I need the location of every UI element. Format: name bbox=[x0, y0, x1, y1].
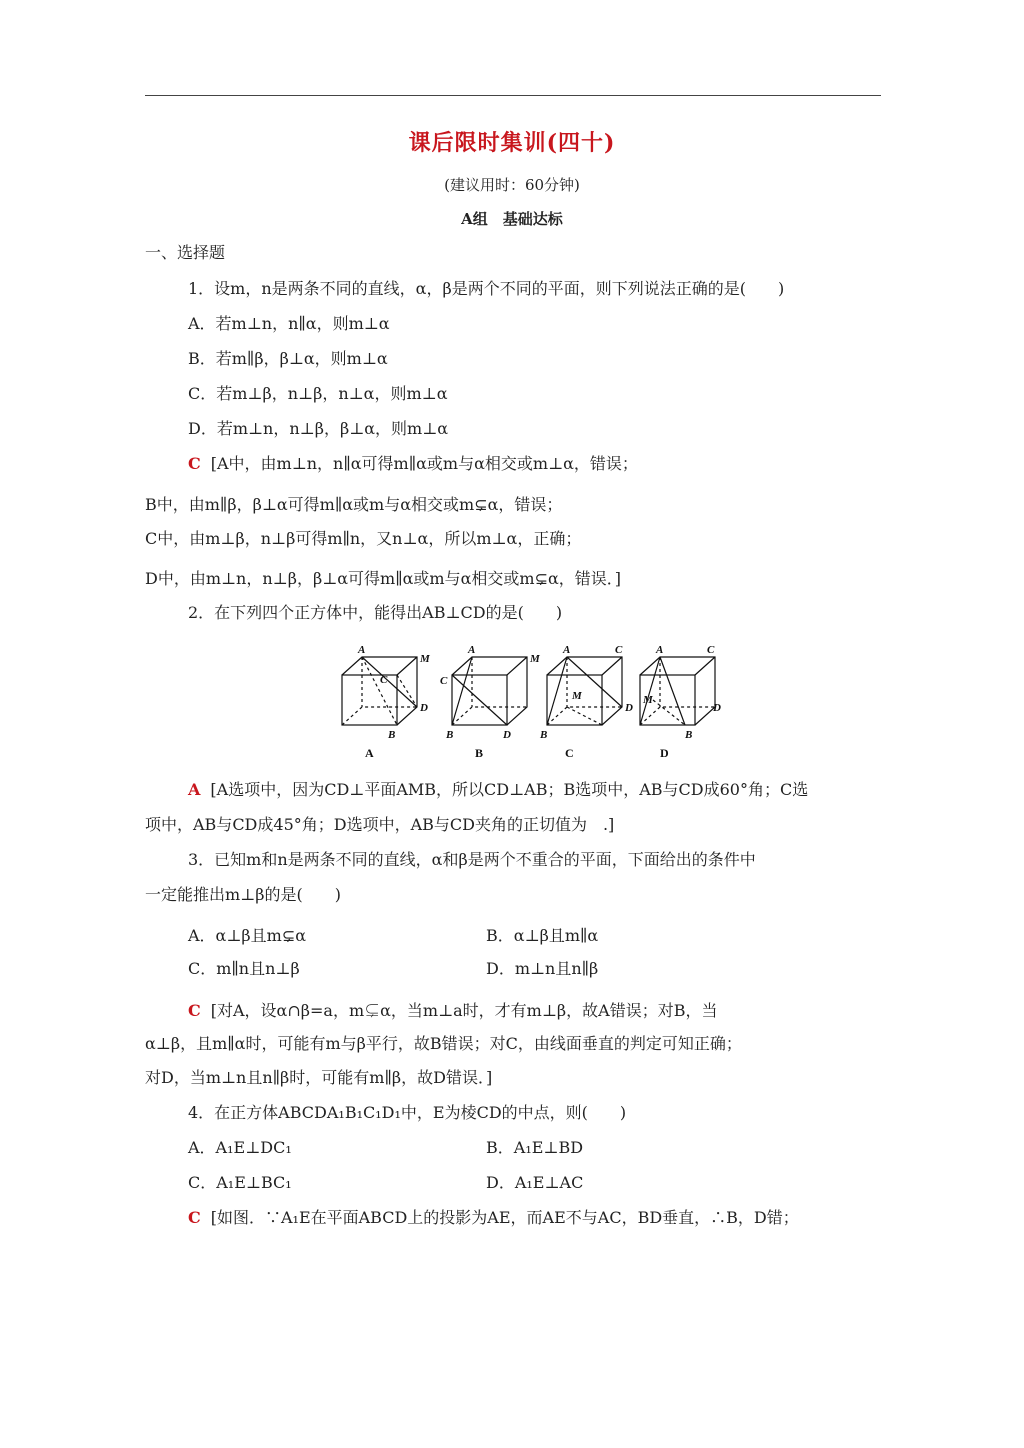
q2-answer-line bbox=[188, 779, 808, 801]
cube-d-label-b: B bbox=[685, 729, 693, 741]
q3-answer: C bbox=[188, 1001, 201, 1020]
q3-stem-2: 一定能推出m⊥β的是( ) bbox=[145, 885, 341, 904]
q2-explanation-1: [A选项中，因为CD⊥平面AMB，所以CD⊥AB；B选项中，AB与CD成60°角；C选 bbox=[210, 780, 809, 799]
q1-option-c: C．若m⊥β，n⊥β，n⊥α，则m⊥α bbox=[188, 384, 448, 403]
q3-option-d: D．m⊥n且n∥β bbox=[486, 959, 599, 978]
q4-answer: C bbox=[188, 1208, 201, 1227]
cube-c-caption: C bbox=[565, 746, 574, 760]
q2-stem: 2．在下列四个正方体中，能得出AB⊥CD的是( ) bbox=[188, 603, 563, 622]
q3-option-b: B．α⊥β且m∥α bbox=[486, 926, 599, 945]
cube-figures bbox=[330, 640, 730, 765]
cube-a-label-a: A bbox=[358, 644, 366, 656]
q1-option-a: A．若m⊥n，n∥α，则m⊥α bbox=[188, 314, 390, 333]
q1-stem: 1．设m，n是两条不同的直线，α，β是两个不同的平面，则下列说法正确的是( ) bbox=[188, 279, 785, 298]
cube-b-label-d: D bbox=[503, 729, 511, 741]
q4-option-c: C．A₁E⊥BC₁ bbox=[188, 1173, 292, 1192]
cube-a-label-b: B bbox=[388, 729, 396, 741]
cube-b-label-m: M bbox=[530, 653, 540, 665]
cube-a-caption: A bbox=[365, 746, 374, 760]
q1-option-d: D．若m⊥n，n⊥β，β⊥α，则m⊥α bbox=[188, 419, 449, 438]
q1-explanation-4: D中，由m⊥n，n⊥β，β⊥α可得m∥α或m与α相交或m⊊α，错误．] bbox=[145, 569, 622, 588]
q3-option-a: A．α⊥β且m⊊α bbox=[188, 926, 307, 945]
q1-explanation-2: B中，由m∥β，β⊥α可得m∥α或m与α相交或m⊊α，错误； bbox=[145, 495, 563, 514]
q4-option-b: B．A₁E⊥BD bbox=[486, 1138, 584, 1157]
q3-option-c: C．m∥n且n⊥β bbox=[188, 959, 300, 978]
page-title: 课后限时集训(四十) bbox=[408, 130, 616, 156]
q3-explanation-1: [对A，设α∩β=a，m⊊α，当m⊥a时，才有m⊥β，故A错误；对B，当 bbox=[210, 1001, 718, 1020]
cube-d-label-c: C bbox=[707, 644, 715, 656]
q1-explanation-1: [A中，由m⊥n，n∥α可得m∥α或m与α相交或m⊥α，错误； bbox=[210, 454, 638, 473]
q1-option-b: B．若m∥β，β⊥α，则m⊥α bbox=[188, 349, 388, 368]
q4-answer-line bbox=[188, 1207, 799, 1229]
cube-d-label-a: A bbox=[656, 644, 664, 656]
section-heading: 一、选择题 bbox=[145, 243, 226, 262]
cube-b-label-a: A bbox=[468, 644, 476, 656]
q4-stem: 4．在正方体ABCDA₁B₁C₁D₁中，E为棱CD的中点，则( ) bbox=[188, 1103, 627, 1122]
cube-c-label-b: B bbox=[540, 729, 548, 741]
suggested-time: (建议用时：60分钟) bbox=[444, 176, 580, 194]
cube-d-caption: D bbox=[660, 746, 669, 760]
q1-explanation-3: C中，由m⊥β，n⊥β可得m∥n，又n⊥α，所以m⊥α，正确； bbox=[145, 529, 582, 548]
q1-answer: C bbox=[188, 454, 201, 473]
cube-a bbox=[342, 644, 431, 760]
cube-a-label-m: M bbox=[420, 653, 430, 665]
q2-answer: A bbox=[188, 780, 201, 799]
cube-a-label-c: C bbox=[380, 674, 388, 686]
cube-b-label-c: C bbox=[440, 675, 448, 687]
cube-c-label-c: C bbox=[615, 644, 623, 656]
q4-explanation-1: [如图．∵A₁E在平面ABCD上的投影为AE，而AE不与AC，BD垂直，∴B，D错； bbox=[210, 1208, 799, 1227]
cube-b-label-b: B bbox=[446, 729, 454, 741]
header-rule bbox=[145, 95, 881, 96]
cube-d-label-m: M bbox=[643, 694, 653, 706]
q3-stem-1: 3．已知m和n是两条不同的直线，α和β是两个不重合的平面，下面给出的条件中 bbox=[188, 850, 756, 869]
cube-b-caption: B bbox=[475, 746, 484, 760]
group-heading: A组 基础达标 bbox=[461, 210, 563, 228]
cube-c-label-m: M bbox=[572, 690, 582, 702]
cube-d-label-d: D bbox=[713, 702, 721, 714]
q4-option-d: D．A₁E⊥AC bbox=[486, 1173, 584, 1192]
q3-explanation-3: 对D，当m⊥n且n∥β时，可能有m∥β，故D错误．] bbox=[145, 1068, 493, 1087]
q3-explanation-2: α⊥β，且m∥α时，可能有m与β平行，故B错误；对C，由线面垂直的判定可知正确； bbox=[145, 1034, 742, 1053]
cube-c-label-d: D bbox=[625, 702, 633, 714]
q3-answer-line bbox=[188, 1000, 717, 1022]
q2-explanation-2: 项中，AB与CD成45°角；D选项中，AB与CD夹角的正切值为 .] bbox=[145, 815, 615, 834]
cube-c-label-a: A bbox=[563, 644, 571, 656]
cube-b bbox=[440, 644, 541, 760]
q1-answer-line bbox=[188, 453, 638, 475]
q4-option-a: A．A₁E⊥DC₁ bbox=[188, 1138, 292, 1157]
cube-a-label-d: D bbox=[420, 702, 428, 714]
cube-d bbox=[640, 644, 721, 760]
cube-c bbox=[539, 644, 633, 760]
